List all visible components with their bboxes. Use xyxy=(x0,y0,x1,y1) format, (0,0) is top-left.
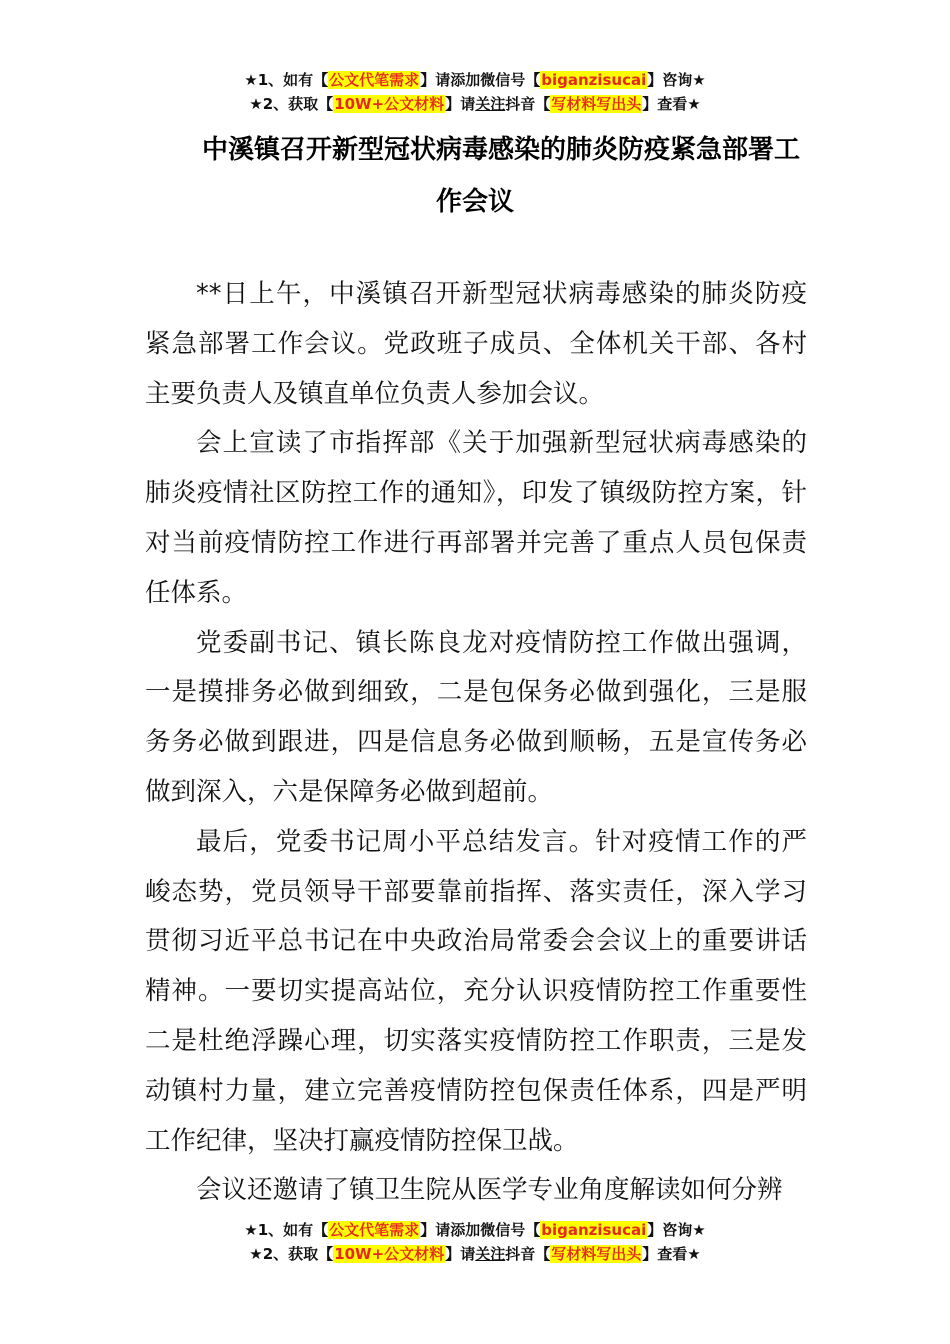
document-body xyxy=(145,270,807,1216)
highlight-douyin-account: 写材料写出头 xyxy=(551,1245,642,1263)
highlight-wechat-id: biganzisucai xyxy=(541,1221,647,1239)
underlined-follow: 关注 xyxy=(475,95,506,113)
highlight-wechat-id: biganzisucai xyxy=(541,71,647,89)
highlight-materials: 10W+公文材料 xyxy=(334,95,445,113)
title-line-1: 中溪镇召开新型冠状病毒感染的肺炎防疫紧急部署工 xyxy=(201,135,800,165)
paragraph-5: 会议还邀请了镇卫生院从医学专业角度解读如何分辨 xyxy=(196,1175,783,1206)
footer-line-2: ★2、获取【10W+公文材料】请关注抖音【写材料写出头】查看★ xyxy=(249,1245,701,1263)
highlight-materials: 10W+公文材料 xyxy=(334,1245,445,1263)
highlight-service: 公文代笔需求 xyxy=(329,71,420,89)
header-banner xyxy=(0,68,950,116)
underlined-follow: 关注 xyxy=(475,1245,506,1263)
paragraph-1: **日上午，中溪镇召开新型冠状病毒感染的肺炎防疫紧急部署工作会议。党政班子成员、全体机关干部、各村主要负责人及镇直单位负责人参加会议。 xyxy=(145,279,807,409)
highlight-douyin-account: 写材料写出头 xyxy=(551,95,642,113)
paragraph-2: 会上宣读了市指挥部《关于加强新型冠状病毒感染的肺炎疫情社区防控工作的通知》，印发了镇级防控方案，针对当前疫情防控工作进行再部署并完善了重点人员包保责任体系。 xyxy=(145,428,807,608)
highlight-service: 公文代笔需求 xyxy=(329,1221,420,1239)
paragraph-4: 最后，党委书记周小平总结发言。针对疫情工作的严峻态势，党员领导干部要靠前指挥、落实责任，深入学习贯彻习近平总书记在中央政治局常委会会议上的重要讲话精神。一要切实提高站位，充分认识疫情防控工作重要性二是杜绝浮躁心理，切实落实疫情防控工作职责，三是发动镇村力量，建立完善疫情防控包保责任体系，四是严明工作纪律，坚决打赢疫情防控保卫战。 xyxy=(145,826,807,1156)
footer-banner xyxy=(0,1218,950,1266)
footer-line-1: ★1、如有【公文代笔需求】请添加微信号【biganzisucai】咨询★ xyxy=(244,1221,706,1239)
banner-line-2: ★2、获取【10W+公文材料】请关注抖音【写材料写出头】查看★ xyxy=(249,95,701,113)
paragraph-3: 党委副书记、镇长陈良龙对疫情防控工作做出强调，一是摸排务必做到细致，二是包保务必做到强化，三是服务务必做到跟进，四是信息务必做到顺畅，五是宣传务必做到深入，六是保障务必做到超前。 xyxy=(145,627,807,807)
document-title xyxy=(0,124,950,228)
banner-line-1: ★1、如有【公文代笔需求】请添加微信号【biganzisucai】咨询★ xyxy=(244,71,706,89)
title-line-2: 作会议 xyxy=(435,187,514,217)
